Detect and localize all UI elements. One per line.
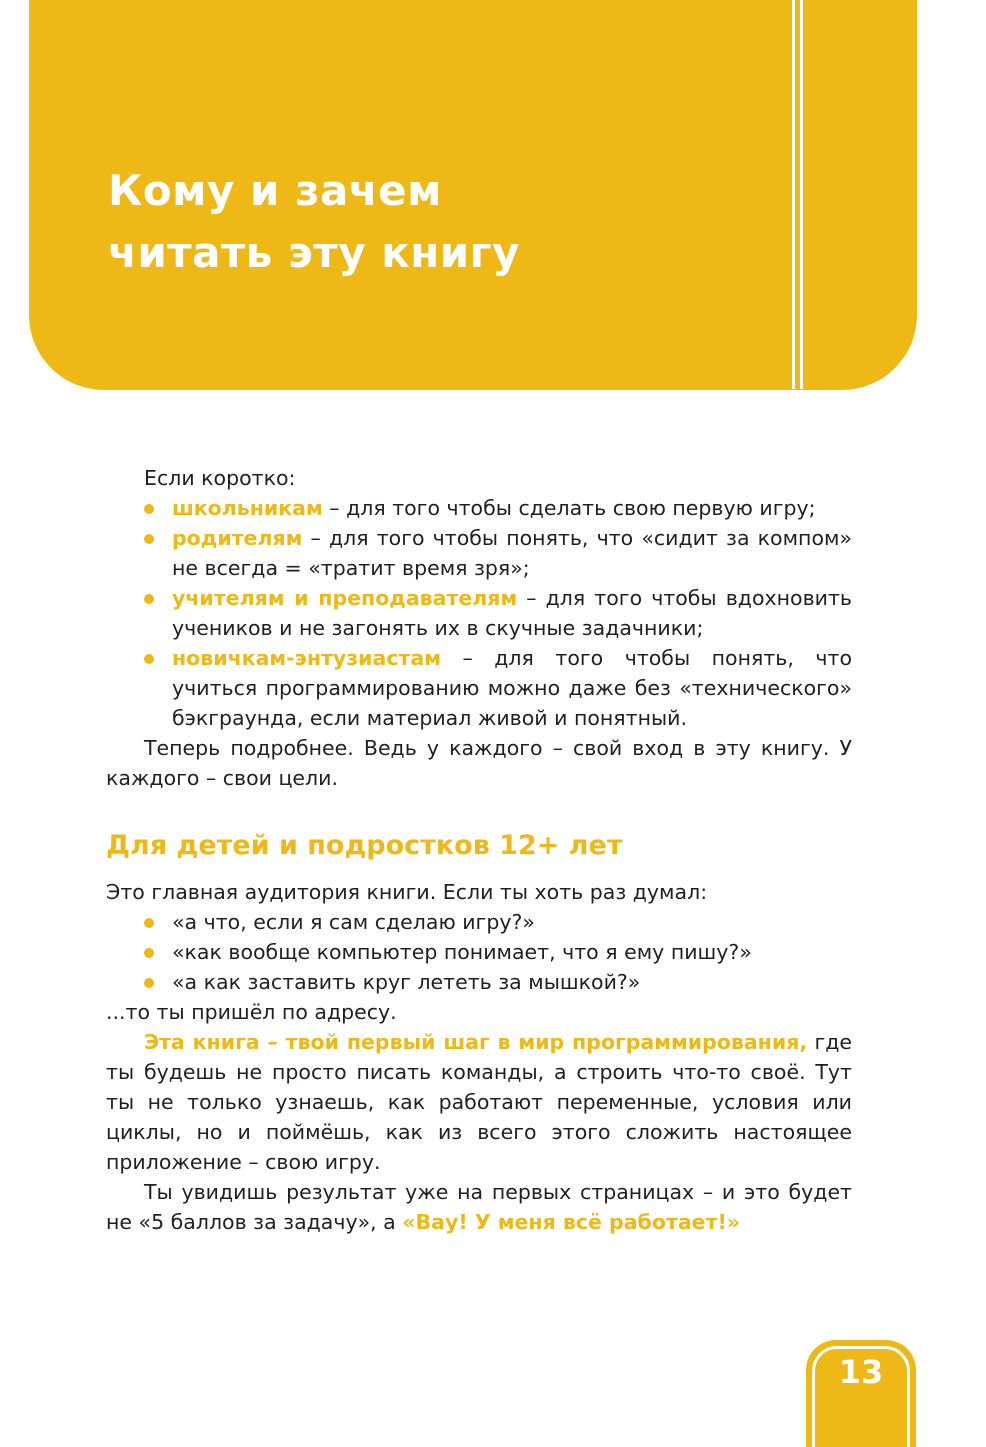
audience-label: школьникам: [172, 496, 323, 520]
audience-section: [106, 877, 852, 1237]
bullet-icon: [144, 978, 154, 988]
paragraph-text: Ты увидишь результат уже на первых страницах – и это будет не «5 баллов за задачу», а: [106, 1180, 852, 1234]
list-item: [106, 937, 852, 967]
highlight-text: Эта книга – твой первый шаг в мир программирования,: [144, 1030, 808, 1054]
list-item: [106, 523, 852, 583]
audience-label: новичкам-энтузиастам: [172, 646, 441, 670]
intro-bullet-list: [106, 493, 852, 733]
list-item-text: – для того чтобы понять, что учиться программированию можно даже без «технического» бэкграунда, если материал живой и понятный.: [172, 646, 852, 730]
header-divider-line: [800, 0, 803, 389]
list-item-text: – для того чтобы понять, что «сидит за компом» не всегда = «тратит время зря»;: [172, 526, 852, 580]
section-paragraph-2: [106, 1177, 852, 1237]
intro-closing: Теперь подробнее. Ведь у каждого – свой вход в эту книгу. У каждого – свои цели.: [106, 736, 852, 790]
chapter-title-line-1: Кому и зачем: [108, 166, 442, 215]
list-item: [106, 967, 852, 997]
list-item-text: – для того чтобы сделать свою первую игру;: [322, 496, 816, 520]
audience-label: родителям: [172, 526, 303, 550]
page-number: 13: [838, 1353, 884, 1391]
intro-lead: Если коротко:: [144, 466, 296, 490]
header-divider-line: [792, 0, 795, 389]
section-paragraph-1: [106, 1027, 852, 1177]
chapter-title: [108, 160, 520, 284]
list-item-text: «а как заставить круг лететь за мышкой?»: [172, 970, 641, 994]
bullet-icon: [144, 534, 154, 544]
list-item-text: – для того чтобы вдохновить учеников и не загонять их в скучные задачники;: [172, 586, 853, 640]
chapter-title-line-2: читать эту книгу: [108, 228, 520, 277]
list-item: [106, 583, 852, 643]
bullet-icon: [144, 918, 154, 928]
intro-section: [106, 463, 852, 793]
bullet-icon: [144, 504, 154, 514]
section-after-text: ...то ты пришёл по адресу.: [106, 1000, 397, 1024]
highlight-text: «Вау! У меня всё работает!»: [402, 1210, 741, 1234]
bullet-icon: [144, 948, 154, 958]
section-heading: Для детей и подростков 12+ лет: [106, 830, 623, 861]
paragraph-text: где ты будешь не просто писать команды, а строить что-то своё. Тут ты не только узнаешь, как работают переменные, условия или циклы, но и поймёшь, как из всего этого сложить настоящее приложение – свою игру.: [106, 1030, 852, 1174]
list-item: [106, 643, 852, 733]
section-bullet-list: [106, 907, 852, 997]
bullet-icon: [144, 594, 154, 604]
section-lead: Это главная аудитория книги. Если ты хоть раз думал:: [106, 880, 708, 904]
audience-label: учителям и преподавателям: [172, 586, 518, 610]
list-item-text: «как вообще компьютер понимает, что я ему пишу?»: [172, 940, 752, 964]
bullet-icon: [144, 654, 154, 664]
list-item: [106, 907, 852, 937]
list-item-text: «а что, если я сам сделаю игру?»: [172, 910, 535, 934]
list-item: [106, 493, 852, 523]
